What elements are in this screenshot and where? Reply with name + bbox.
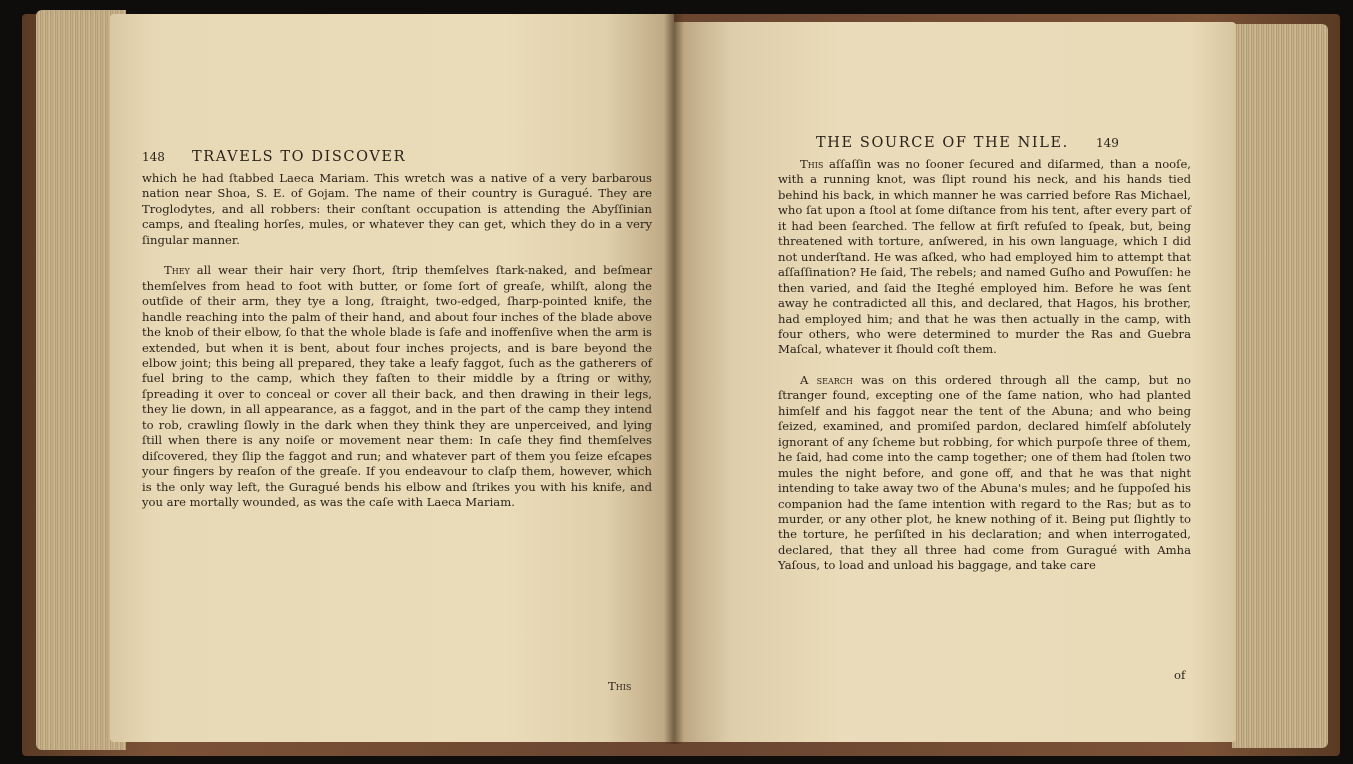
book-gutter [664,14,684,744]
left-body-text [142,171,652,511]
right-running-title: THE SOURCE OF THE NILE. [816,135,1069,151]
left-running-title: TRAVELS TO DISCOVER [192,149,407,165]
right-paragraph-1: This aſſaſſin was no ſooner ſecured and diſarmed, than a nooſe, with a running knot, was ſlipt round his neck, and his hands tied behind his back, in which manner he was carried before Ras Michael, who ſat upon a ſtool at ſome diſtance from his tent, after every part of it had been ſearched. The fellow at firſt refuſed to ſpeak, but, being threatened with torture, anſwered, in his own language, which I did not underſtand. He was aſked, who had employed him to attempt that aſſaſſination? He ſaid, The rebels; and named Guſho and Powuſſen: he then varied, and ſaid the Iteghé employed him. Before he was ſent away he contradicted all this, and declared, that Hagos, his brother, had employed him; and that he was then actually in the camp, with four others, who were determined to murder the Ras and Guebra Maſcal, whatever it ſhould coſt them. [778,157,1191,357]
left-running-head [142,146,406,165]
right-catchword: of [1174,668,1186,682]
right-body-text [778,157,1191,574]
left-paragraph-1: which he had ſtabbed Laeca Mariam. This wretch was a native of a very barbarous nation near Shoa, S. E. of Gojam. The name of their country is Guragué. They are Troglodytes, and all robbers: their conſtant occupation is attending the Abyſſinian camps, and ſtealing horſes, mules, or whatever they can get, which they do in a very ſingular manner. [142,171,652,247]
right-page-number: 149 [1095,136,1119,150]
left-page [110,14,674,742]
right-running-head [816,132,1119,151]
left-catchword: This [608,679,632,693]
left-paragraph-2: They all wear their hair very ſhort, ſtrip themſelves ſtark-naked, and beſmear themſelves from head to foot with butter, or ſome ſort of greaſe, whilſt, along the outſide of their arm, they tye a long, ſtraight, two-edged, ſharp-pointed knife, the handle reaching into the palm of their hand, and about four inches of the blade above the knob of their elbow, ſo that the whole blade is ſafe and inoffenſive when the arm is extended, but when it is bent, about four inches projects, and is bare beyond the elbow joint; this being all prepared, they take a leafy faggot, ſuch as the gatherers of fuel bring to the camp, which they faſten to their middle by a ſtring or withy, ſpreading it over to conceal or cover all their back, and then drawing in their legs, they lie down, in all appearance, as a faggot, and in the part of the camp they intend to rob, crawling ſlowly in the dark when they think they are unperceived, and lying ſtill when there is any noiſe or movement near them: In caſe they find themſelves diſcovered, they ſlip the faggot and run; and whatever part of them you ſeize eſcapes your fingers by reaſon of the greaſe. If you endeavour to claſp them, however, which is the only way left, the Guragué bends his elbow and ſtrikes you with his knife, and you are mortally wounded, as was the caſe with Laeca Mariam. [142,263,652,510]
right-paragraph-2: A search was on this ordered through all the camp, but no ſtranger found, excepting one of the ſame nation, who had planted himſelf and his faggot near the tent of the Abuna; and who being ſeized, examined, and promiſed pardon, declared himſelf abſolutely ignorant of any ſcheme but robbing, for which purpoſe three of them, he ſaid, had come into the camp together; one of them had ſtolen two mules the night before, and gone off, and that he was that night intending to take away two of the Abuna's mules; and he ſuppoſed his companion had the ſame intention with regard to the Ras; but as to murder, or any other plot, he knew nothing of it. Being put ſlightly to the torture, he perſiſted in his declaration; and when interrogated, declared, that they all three had come from Guragué with Amha Yaſous, to load and unload his baggage, and take care [778,372,1191,573]
left-page-number: 148 [142,150,165,164]
right-page-edges [1232,24,1328,748]
right-page [674,22,1236,742]
